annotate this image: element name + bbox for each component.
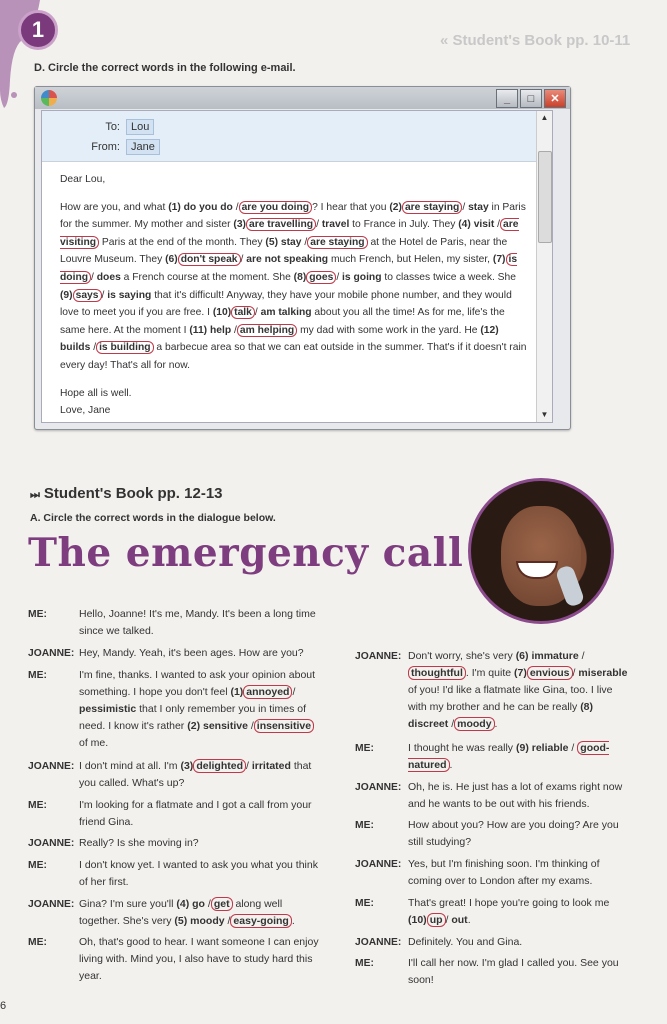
scroll-up-icon[interactable]: ▲ <box>540 113 549 122</box>
email-pane <box>41 110 553 423</box>
page-number: 6 <box>0 1000 7 1012</box>
email-window <box>34 86 571 430</box>
email-greeting: Dear Lou, <box>60 174 106 185</box>
section-d-heading: D. Circle the correct words in the following e-mail. <box>34 62 296 74</box>
to-label: To: <box>105 121 120 133</box>
scroll-down-icon[interactable]: ▼ <box>540 410 549 419</box>
title-bar <box>35 87 570 109</box>
unit-badge: 1 <box>18 10 58 50</box>
close-button[interactable] <box>544 89 566 108</box>
dialogue-title: The emergency call <box>28 530 464 576</box>
scrollbar[interactable] <box>536 111 552 422</box>
to-field[interactable]: Lou <box>126 119 154 135</box>
email-closing-1: Hope all is well. <box>60 387 132 399</box>
app-logo-icon <box>41 90 57 106</box>
faded-heading: « Student's Book pp. 10-11 <box>440 32 631 49</box>
scroll-thumb[interactable] <box>538 151 552 243</box>
email-header <box>42 111 552 162</box>
play-icon: ⏭ <box>30 489 40 501</box>
from-label: From: <box>91 141 120 153</box>
close-icon: ✕ <box>550 93 560 105</box>
sb-title-text: Student's Book pp. 12-13 <box>43 485 223 502</box>
maximize-icon: □ <box>527 92 535 105</box>
email-closing-2: Love, Jane <box>60 405 111 417</box>
minimize-button[interactable] <box>496 89 518 108</box>
from-field[interactable]: Jane <box>126 139 160 155</box>
email-paragraph: How are you, and what (1) do you do / are you doing ? I hear that you (2) are staying / stay in Paris for the summer. My mother and sister (3) are travelling / travel to France in July. They (4) visit / are visiting Paris at the end of the month. They (5) stay / are staying at the Hotel de Paris, near the Louvre Museum. They (6) don't speak / are not speaking much French, but Helen, my sister, (7) is doing / does a French course at the moment. She (8) goes / is going to classes twice a week. She (9) says / is saying that it's difficult! Anyway, they have your mobile phone number, and they would love to meet you if you are free. I (10) talk / am talking about you all the time! As for me, life's the same here. At the moment I (11) help / am helping my dad with some work in the yard. He (12) builds / is building a barbecue area so that we can eat outside in the summer. That's if it doesn't rain every day! That's all for now. <box>60 201 527 371</box>
sb-title <box>30 485 223 502</box>
email-body <box>60 171 530 420</box>
minimize-icon: _ <box>503 92 511 105</box>
woman-on-phone-photo <box>468 478 614 624</box>
section-a-heading: A. Circle the correct words in the dialogue below. <box>30 512 276 524</box>
maximize-button[interactable] <box>520 89 542 108</box>
